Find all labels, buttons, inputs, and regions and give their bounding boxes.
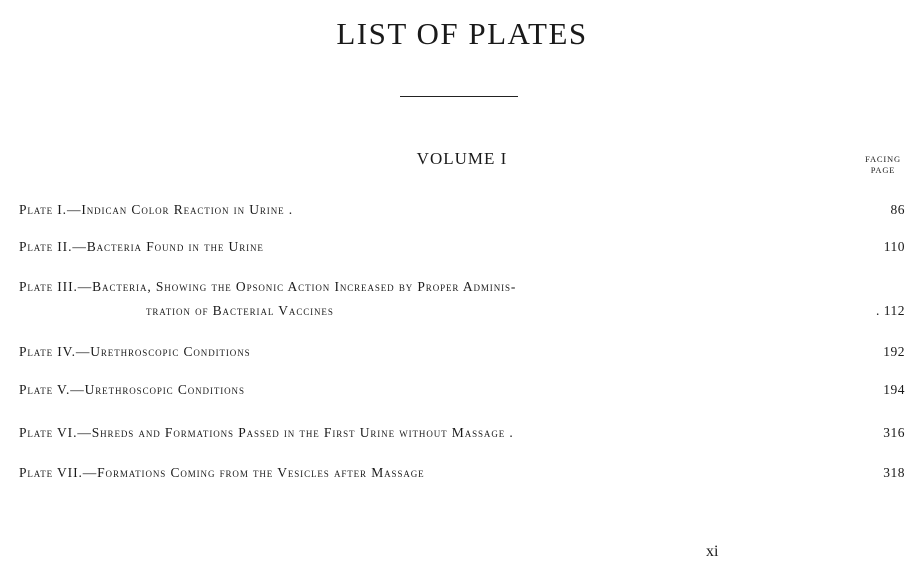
plate-title: Plate V.—Urethroscopic Conditions bbox=[19, 382, 245, 397]
plate-page-number: 110 bbox=[883, 239, 905, 254]
plate-page-number: . 112 bbox=[876, 303, 905, 318]
facing-page-header bbox=[852, 154, 914, 176]
plate-page-number: 192 bbox=[883, 344, 905, 359]
plate-page-number: 316 bbox=[883, 425, 905, 440]
plate-title: Plate VII.—Formations Coming from the Vesicles after Massage bbox=[19, 465, 425, 480]
plate-entry-1 bbox=[19, 202, 905, 218]
plate-entry-3 bbox=[19, 279, 905, 318]
plate-entry-6 bbox=[19, 425, 905, 441]
volume-heading: VOLUME I bbox=[416, 149, 508, 168]
plate-title: Plate IV.—Urethroscopic Conditions bbox=[19, 344, 251, 359]
plate-entry-2 bbox=[19, 239, 905, 255]
plate-title: Plate II.—Bacteria Found in the Urine bbox=[19, 239, 264, 254]
page-title: LIST OF PLATES bbox=[336, 16, 588, 51]
plate-page-number: 86 bbox=[890, 202, 905, 217]
page-folio: xi bbox=[706, 543, 719, 560]
plate-entry-7 bbox=[19, 465, 905, 481]
plate-title: Plate VI.—Shreds and Formations Passed in the First Urine without Massage . bbox=[19, 425, 514, 440]
plate-page-number: 194 bbox=[883, 382, 905, 397]
plate-page-number: 318 bbox=[883, 465, 905, 480]
page-label: PAGE bbox=[870, 165, 896, 175]
plate-title: Plate I.—Indican Color Reaction in Urine . bbox=[19, 202, 294, 217]
plate-title-continuation: tration of Bacterial Vaccines bbox=[146, 303, 334, 318]
facing-label: FACING bbox=[865, 154, 901, 164]
plate-title: Plate III.—Bacteria, Showing the Opsonic Action Increased by Proper Adminis- bbox=[19, 279, 517, 294]
plate-entry-5 bbox=[19, 382, 905, 398]
title-divider bbox=[400, 96, 518, 97]
plate-entry-4 bbox=[19, 344, 905, 360]
